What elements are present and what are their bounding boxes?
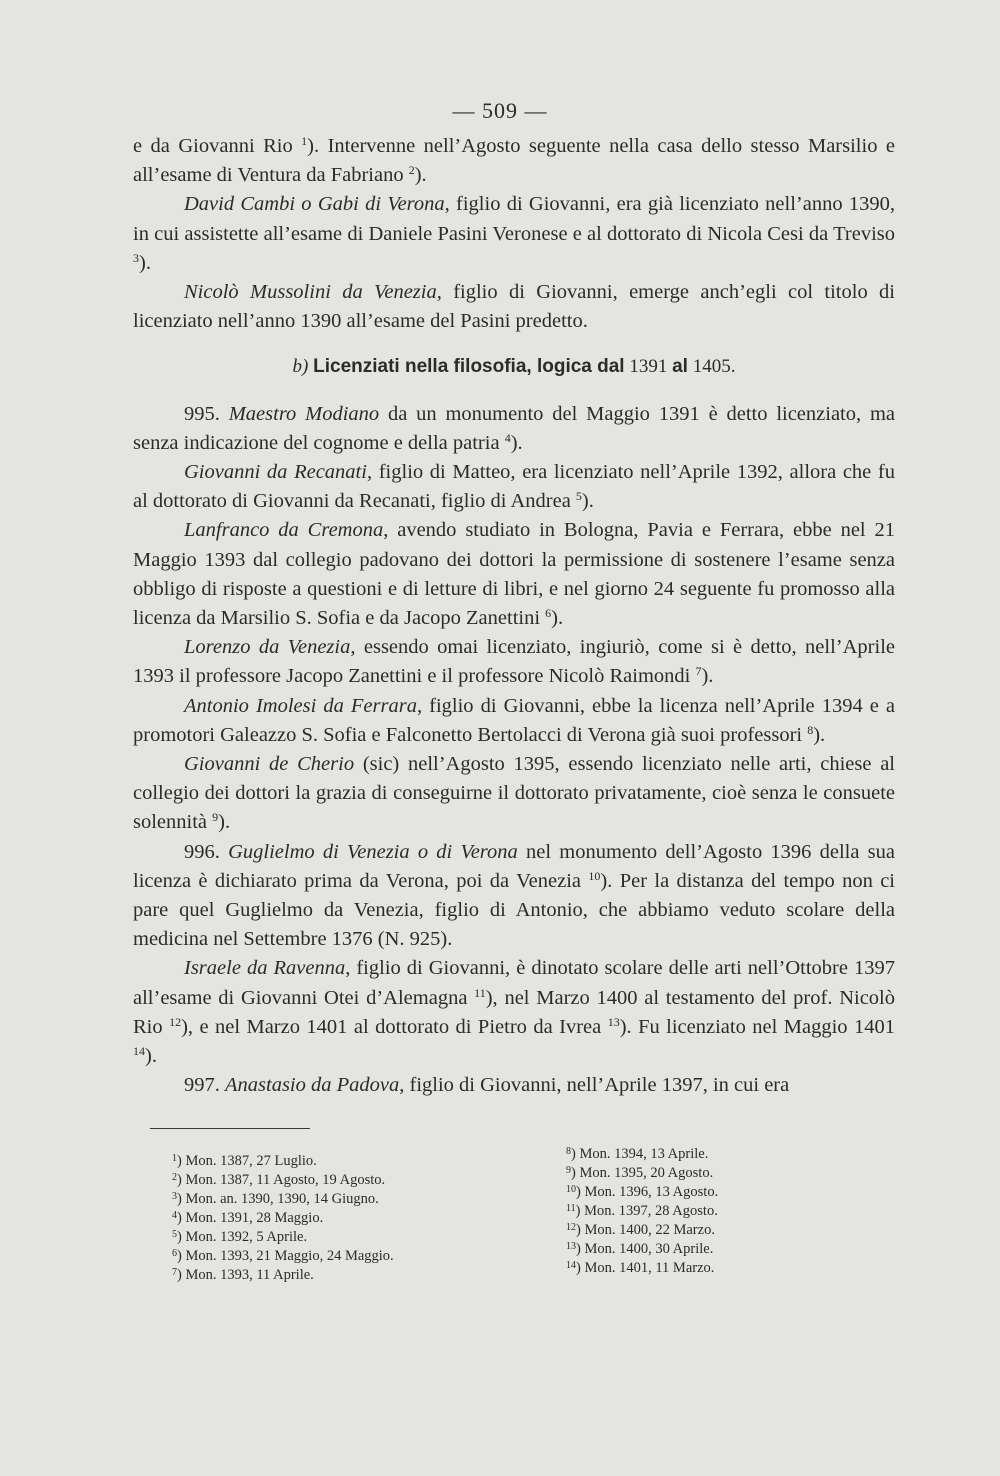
footnote-number: 14 (566, 1260, 576, 1271)
footnote-text: ) Mon. 1396, 13 Agosto. (576, 1184, 719, 1200)
paragraph: Giovanni de Cherio (sic) nell’Agosto 1395, essendo licenziato nelle arti, chiese al collegio dei dottori la grazia di conseguirne il dottorato privatamente, cioè senza le consuete solennità $^9$). (133, 753, 895, 834)
footnote-text: ) Mon. 1387, 11 Agosto, 19 Agosto. (177, 1172, 386, 1188)
footnote-number: 2 (172, 1172, 177, 1183)
heading-title: Licenziati nella filosofia, logica dal (313, 356, 625, 378)
footnote (172, 1247, 394, 1266)
paragraph-group-top (133, 132, 895, 336)
paragraph: 995. Maestro Modiano da un monumento del Maggio 1391 è detto licenziato, ma senza indicazione del cognome e della patria $^4$). (133, 402, 895, 454)
section-heading (133, 352, 895, 381)
heading-to: 1405. (692, 356, 736, 378)
footnote-text: ) Mon. 1387, 27 Luglio. (177, 1153, 317, 1169)
footnote (566, 1259, 718, 1278)
footnote (172, 1228, 394, 1247)
footnote (566, 1240, 718, 1259)
paragraph: Nicolò Mussolini da Venezia, figlio di Giovanni, emerge anch’egli col titolo di licenziato nell’anno 1390 all’esame del Pasini predetto. (133, 281, 895, 333)
heading-mid: al (672, 356, 688, 378)
footnote-number: 3 (172, 1191, 177, 1202)
footnote (172, 1209, 394, 1228)
footnote (566, 1221, 718, 1240)
footnote (566, 1145, 718, 1164)
footnotes-right-column (566, 1145, 718, 1278)
footnote-divider (150, 1128, 310, 1129)
page-number: — 509 — (452, 98, 548, 123)
footnote (566, 1164, 718, 1183)
footnote-text: ) Mon. 1400, 30 Aprile. (576, 1241, 714, 1257)
footnote-number: 11 (566, 1203, 576, 1214)
footnote-text: ) Mon. 1397, 28 Agosto. (575, 1203, 718, 1219)
paragraph: Lanfranco da Cremona, avendo studiato in Bologna, Pavia e Ferrara, ebbe nel 21 Maggio 1393 dal collegio padovano dei dottori la permissione di sostenere l’esame senza obbligo di risposte a questioni e di letture di libri, e nel giorno 24 seguente fu promosso alla licenza da Marsilio S. Sofia e da Jacopo Zanettini $^6$). (133, 519, 895, 630)
footnote-number: 10 (566, 1184, 576, 1195)
footnote-number: 6 (172, 1248, 177, 1259)
footnote-text: ) Mon. 1400, 22 Marzo. (576, 1222, 715, 1238)
paragraph-group-main (133, 400, 895, 1101)
footnote-number: 1 (172, 1153, 177, 1164)
footnote-text: ) Mon. 1391, 28 Maggio. (177, 1210, 324, 1226)
footnote (172, 1171, 394, 1190)
footnote-text: ) Mon. 1394, 13 Aprile. (571, 1146, 709, 1162)
footnote-number: 12 (566, 1222, 576, 1233)
footnote-number: 9 (566, 1165, 571, 1176)
footnote-text: ) Mon. 1392, 5 Aprile. (177, 1229, 308, 1245)
paragraph: Antonio Imolesi da Ferrara, figlio di Giovanni, ebbe la licenza nell’Aprile 1394 e a promotori Galeazzo S. Sofia e Falconetto Bertolacci di Verona già suoi professori $^8$). (133, 694, 895, 746)
footnote (172, 1190, 394, 1209)
footnote-number: 7 (172, 1267, 177, 1278)
footnote-text: ) Mon. 1393, 11 Aprile. (177, 1267, 314, 1283)
footnote-number: 4 (172, 1210, 177, 1221)
footnote-text: ) Mon. an. 1390, 1390, 14 Giugno. (177, 1191, 379, 1207)
footnote-number: 8 (566, 1146, 571, 1157)
body-text (133, 132, 895, 1101)
paragraph: David Cambi o Gabi di Verona, figlio di Giovanni, era già licenziato nell’anno 1390, in cui assistette all’esame di Daniele Pasini Veronese e al dottorato di Nicola Cesi da Treviso $^3$). (133, 193, 895, 274)
footnote-text: ) Mon. 1393, 21 Maggio, 24 Maggio. (177, 1248, 394, 1264)
footnote-text: ) Mon. 1395, 20 Agosto. (571, 1165, 714, 1181)
footnote-number: 5 (172, 1229, 177, 1240)
heading-prefix: b) (292, 356, 309, 378)
footnote (172, 1266, 394, 1285)
footnote-number: 13 (566, 1241, 576, 1252)
paragraph: 997. Anastasio da Padova, figlio di Giovanni, nell’Aprile 1397, in cui era (184, 1074, 790, 1097)
paragraph: e da Giovanni Rio $^1$). Intervenne nell’Agosto seguente nella casa dello stesso Marsilio e all’esame di Ventura da Fabriano $^2$). (133, 134, 895, 187)
heading-from: 1391 (629, 356, 668, 378)
paragraph: Giovanni da Recanati, figlio di Matteo, era licenziato nell’Aprile 1392, allora che fu al dottorato di Giovanni da Recanati, figlio di Andrea $^5$). (133, 461, 896, 513)
paragraph: 996. Guglielmo di Venezia o di Verona nel monumento dell’Agosto 1396 della sua licenza è dichiarato prima da Verona, poi da Venezia $^{10}$). Per la distanza del tempo non ci pare quel Guglielmo da Venezia, figlio di Antonio, che abbiamo veduto scolare della medicina nel Settembre 1376 (N. 925). (133, 840, 895, 951)
footnote (566, 1202, 718, 1221)
paragraph: Lorenzo da Venezia, essendo omai licenziato, ingiuriò, come si è detto, nell’Aprile 1393 il professore Jacopo Zanettini e il professore Nicolò Raimondi $^7$). (133, 636, 895, 688)
footnote-text: ) Mon. 1401, 11 Marzo. (576, 1260, 715, 1276)
footnote (172, 1152, 394, 1171)
footnotes-left-column (172, 1152, 394, 1285)
paragraph: Israele da Ravenna, figlio di Giovanni, è dinotato scolare delle arti nell’Ottobre 1397 all’esame di Giovanni Otei d’Alemagna $^{11}$), nel Marzo 1400 al testamento del prof. Nicolò Rio $^{12}$), e nel Marzo 1401 al dottorato di Pietro da Ivrea $^{13}$). Fu licenziato nel Maggio 1401 $^{14}$). (133, 957, 896, 1068)
footnote (566, 1183, 718, 1202)
